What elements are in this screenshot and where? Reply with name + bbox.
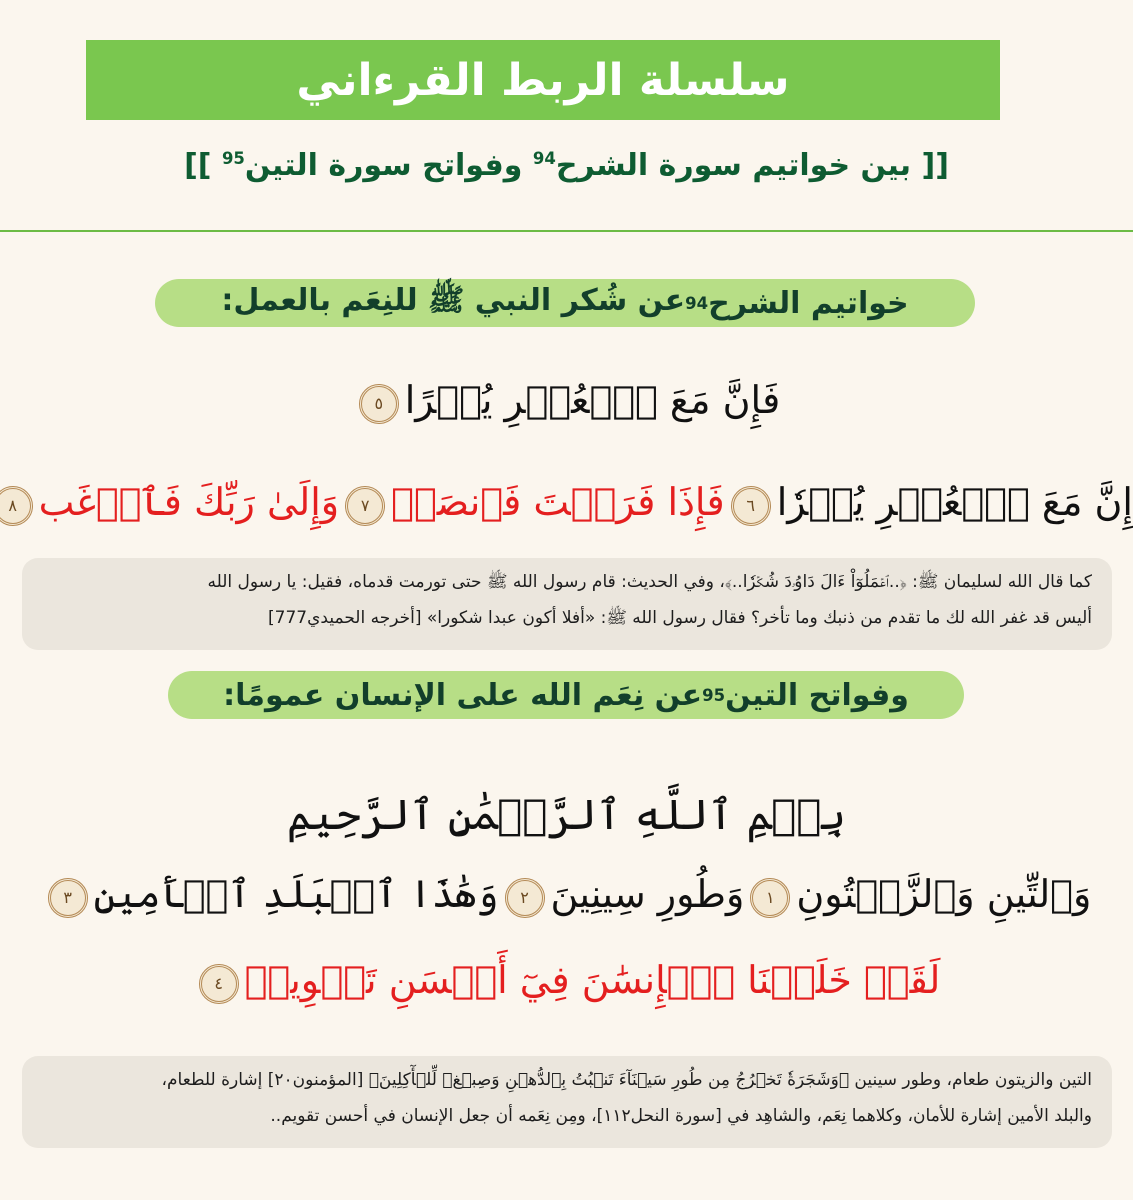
verse-5 (0, 378, 1133, 424)
subtitle (0, 148, 1133, 198)
ayah-marker-4: ٤ (199, 964, 239, 1004)
commentary-1-line-1: كما قال الله لسليمان ﷺ: ﴿..ٱعۡمَلُوٓاْ ءَالَ دَاوُۥدَ شُكۡرٗا..﴾، وفي الحديث: قام رسول الله ﷺ حتى تورمت قدماه، فقيل: يا رسول الله (207, 572, 1092, 592)
ayah-marker-7: ٧ (345, 486, 385, 526)
subtitle-close: ]] (184, 148, 222, 183)
verse-6-text: إِنَّ مَعَ ٱلۡعُسۡرِ يُسۡرٗا (776, 480, 1133, 524)
section-2-pre: وفواتح التين (725, 677, 909, 713)
ayah-marker-1: ١ (750, 878, 790, 918)
divider-line (0, 230, 1133, 232)
commentary-box-2 (22, 1056, 1112, 1148)
section-1-pre: خواتيم الشرح (708, 285, 909, 321)
basmala (0, 790, 1133, 839)
subtitle-sup-1: 94 (532, 149, 556, 168)
ayah-marker-6: ٦ (731, 486, 771, 526)
section-1-post: عن شُكر النبي ﷺ للنِعَم بالعمل: (221, 282, 686, 318)
section-1-sup: 94 (685, 293, 709, 313)
verse-5-text: فَإِنَّ مَعَ ٱلۡعُسۡرِ يُسۡرًا (404, 378, 781, 422)
commentary-1-line-2: أليس قد غفر الله لك ما تقدم من ذنبك وما تأخر؟ فقال رسول الله ﷺ: «أفلا أكون عبدا شكورا» [أخرجه الحميدي777] (268, 608, 1092, 628)
commentary-2-line-2: والبلد الأمين إشارة للأمان، وكلاهما نِعَم، والشاهِد في [سورة النحل١١٢]، ومِن نِعَمه أن جعل الإنسان في أحسن تقويم.. (270, 1106, 1092, 1126)
title-banner (86, 40, 1000, 120)
verses-6-8 (0, 480, 1133, 526)
section-2-sup: 95 (702, 685, 726, 705)
verse-2-text: وَطُورِ سِينِينَ (550, 872, 745, 916)
verse-7-text: فَإِذَا فَرَغۡتَ فَٱنصَبۡ (391, 480, 725, 524)
verse-4-text: لَقَدۡ خَلَقۡنَا ٱلۡإِنسَٰنَ فِيٓ أَحۡسَنِ تَقۡوِيمٖ (244, 958, 941, 1002)
verse-1-text: وَٱلتِّينِ وَٱلزَّيۡتُونِ (796, 872, 1092, 916)
subtitle-mid: وفواتح سورة التين (244, 148, 533, 183)
verse-3-text: وَهَٰذَا ٱلۡبَلَدِ ٱلۡأَمِينِ (93, 872, 499, 916)
commentary-box-1 (22, 558, 1112, 650)
ayah-marker-5: ٥ (359, 384, 399, 424)
section-heading-1 (155, 279, 975, 327)
section-heading-2 (168, 671, 964, 719)
ayah-marker-2: ٢ (505, 878, 545, 918)
section-2-post: عن نِعَم الله على الإنسان عمومًا: (223, 677, 703, 713)
ayah-marker-8: ٨ (0, 486, 33, 526)
basmala-text: بِسۡمِ ٱللَّهِ ٱلرَّحۡمَٰنِ ٱلرَّحِيمِ (286, 790, 847, 839)
verse-4 (0, 958, 1133, 1004)
series-title: سلسلة الربط القرءاني (296, 54, 790, 106)
verses-1-3 (0, 872, 1133, 918)
subtitle-open: [[ بين خواتيم سورة الشرح (555, 148, 949, 183)
verse-8-text: وَإِلَىٰ رَبِّكَ فَٱرۡغَب (38, 480, 340, 524)
subtitle-sup-2: 95 (221, 149, 245, 168)
ayah-marker-3: ٣ (48, 878, 88, 918)
commentary-2-line-1: التين والزيتون طعام، وطور سينين ﴿وَشَجَرَةٗ تَخۡرُجُ مِن طُورِ سَيۡنَآءَ تَنۢبُتُ بِٱلدُّهۡنِ وَصِبۡغٖ لِّلۡأٓكِلِينَ﴾ [المؤمنون٢٠] إشارة للطعام، (161, 1070, 1092, 1090)
